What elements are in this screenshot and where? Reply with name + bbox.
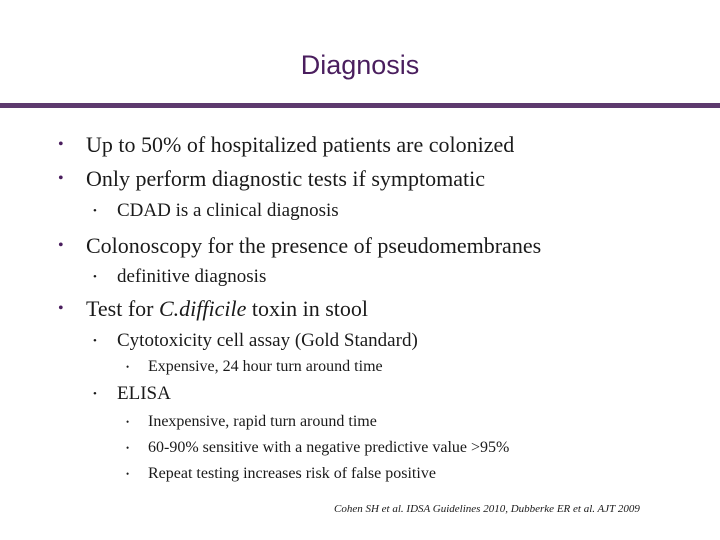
bullet-item xyxy=(93,383,171,405)
bullet-text: Colonoscopy for the presence of pseudomembranes xyxy=(86,233,542,258)
bullet-text: Only perform diagnostic tests if symptomatic xyxy=(86,166,485,191)
bullet-item xyxy=(126,358,383,376)
bullet-dot-icon: • xyxy=(126,417,130,427)
bullet-text: Expensive, 24 hour turn around time xyxy=(148,358,383,375)
bullet-dot-icon: • xyxy=(93,388,97,400)
bullet-dot-icon: • xyxy=(58,237,64,254)
bullet-item xyxy=(93,330,418,352)
bullet-item xyxy=(93,200,339,222)
bullet-item xyxy=(58,166,485,192)
bullet-dot-icon: • xyxy=(93,205,97,217)
bullet-item xyxy=(126,465,436,483)
bullet-text: Repeat testing increases risk of false positive xyxy=(148,465,436,482)
slide-title: Diagnosis xyxy=(300,50,420,80)
bullet-text: Inexpensive, rapid turn around time xyxy=(148,413,377,430)
bullet-dot-icon: • xyxy=(126,362,130,372)
bullet-dot-icon: • xyxy=(93,335,97,347)
bullet-item xyxy=(93,266,267,288)
bullet-item xyxy=(58,132,515,158)
citation: Cohen SH et al. IDSA Guidelines 2010, Dubberke ER et al. AJT 2009 xyxy=(334,503,640,515)
bullet-item xyxy=(58,233,542,259)
bullet-item xyxy=(126,413,377,431)
bullet-dot-icon: • xyxy=(58,300,64,317)
bullet-text-tail: toxin in stool xyxy=(246,296,369,321)
bullet-text: 60-90% sensitive with a negative predictive value >95% xyxy=(148,439,510,456)
organism-name: C.difficile xyxy=(159,296,247,321)
bullet-text: Cytotoxicity cell assay (Gold Standard) xyxy=(117,330,418,351)
bullet-item xyxy=(126,439,510,457)
bullet-item xyxy=(58,296,369,322)
bullet-text: Test for xyxy=(86,296,159,321)
bullet-dot-icon: • xyxy=(126,443,130,453)
bullet-dot-icon: • xyxy=(93,271,97,283)
bullet-text: definitive diagnosis xyxy=(117,266,267,287)
bullet-text: ELISA xyxy=(117,383,171,404)
bullet-dot-icon: • xyxy=(58,170,64,187)
bullet-text: CDAD is a clinical diagnosis xyxy=(117,200,339,221)
bullet-dot-icon: • xyxy=(126,469,130,479)
bullet-text: Up to 50% of hospitalized patients are colonized xyxy=(86,132,515,157)
bullet-dot-icon: • xyxy=(58,136,64,153)
